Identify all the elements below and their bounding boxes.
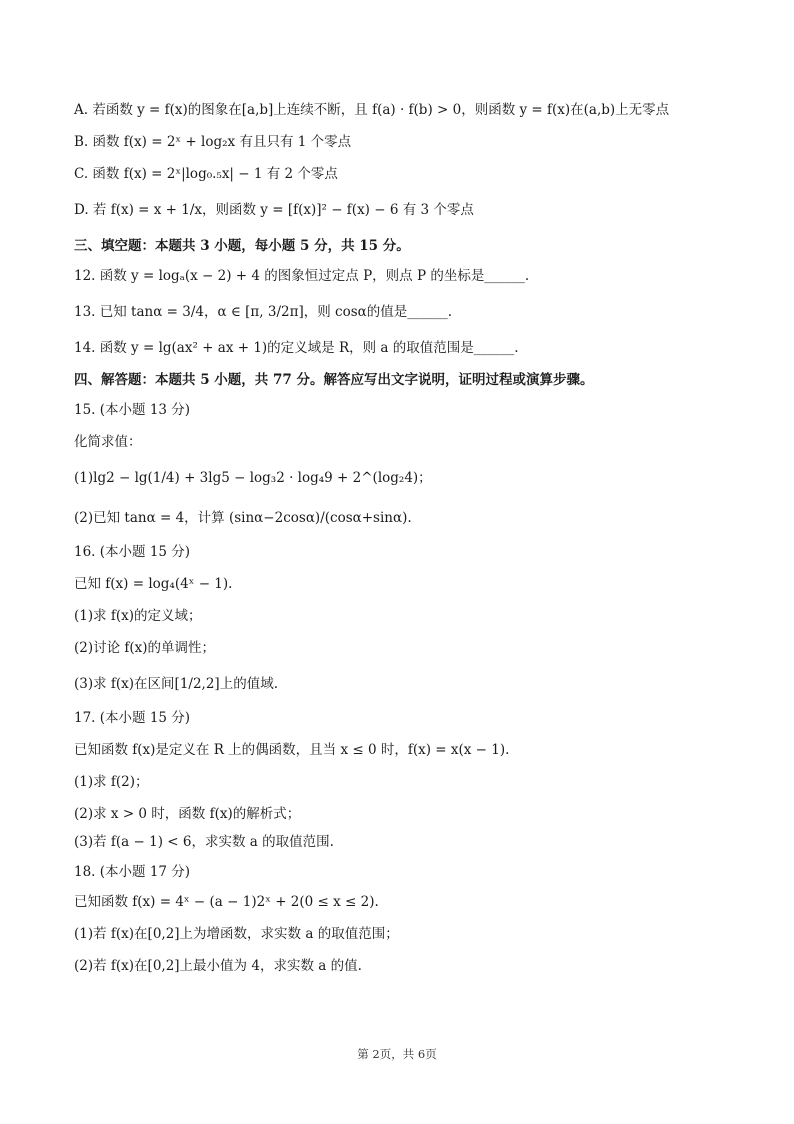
question-15-prompt: 化简求值：	[74, 434, 142, 450]
question-18-part-1: (1)若 f(x)在[0,2]上为增函数，求实数 a 的取值范围；	[74, 926, 399, 942]
question-14: 14. 函数 y = lg(ax² + ax + 1)的定义域是 R，则 a 的取值范围是______.	[74, 340, 519, 356]
question-12: 12. 函数 y = logₐ(x − 2) + 4 的图象恒过定点 P，则点 P 的坐标是______.	[74, 268, 530, 284]
question-15-header: 15. (本小题 13 分)	[74, 402, 191, 418]
question-18-part-2: (2)若 f(x)在[0,2]上最小值为 4，求实数 a 的值.	[74, 958, 362, 974]
question-18-statement: 已知函数 f(x) = 4ˣ − (a − 1)2ˣ + 2(0 ≤ x ≤ 2).	[74, 894, 379, 910]
question-18-header: 18. (本小题 17 分)	[74, 864, 191, 880]
question-13: 13. 已知 tanα = 3/4，α ∈ [π, 3/2π]，则 cosα的值是______.	[74, 304, 453, 320]
question-16-part-3: (3)求 f(x)在区间[1/2,2]上的值域.	[74, 676, 278, 692]
section-heading-solutions: 四、解答题：本题共 5 小题，共 77 分。解答应写出文字说明，证明过程或演算步骤。	[74, 372, 594, 388]
option-a: A. 若函数 y = f(x)的图象在[a,b]上连续不断，且 f(a) · f(b) > 0，则函数 y = f(x)在(a,b)上无零点	[74, 102, 670, 118]
section-heading-fill-blank: 三、填空题：本题共 3 小题，每小题 5 分，共 15 分。	[74, 238, 410, 254]
question-17-part-1: (1)求 f(2)；	[74, 774, 149, 790]
option-b: B. 函数 f(x) = 2ˣ + log₂x 有且只有 1 个零点	[74, 134, 352, 150]
question-17-part-2: (2)求 x > 0 时，函数 f(x)的解析式；	[74, 806, 301, 822]
question-16-part-1: (1)求 f(x)的定义域；	[74, 608, 202, 624]
question-17-header: 17. (本小题 15 分)	[74, 710, 191, 726]
question-16-statement: 已知 f(x) = log₄(4ˣ − 1).	[74, 576, 233, 592]
question-15-part-2: (2)已知 tanα = 4，计算 (sinα−2cosα)/(cosα+sinα).	[74, 510, 412, 526]
question-16-part-2: (2)讨论 f(x)的单调性；	[74, 640, 216, 656]
question-17-part-3: (3)若 f(a − 1) < 6，求实数 a 的取值范围.	[74, 834, 334, 850]
page-footer: 第 2页，共 6页	[357, 1047, 437, 1061]
option-c: C. 函数 f(x) = 2ˣ|log₀.₅x| − 1 有 2 个零点	[74, 166, 338, 182]
option-d: D. 若 f(x) = x + 1/x，则函数 y = [f(x)]² − f(x) − 6 有 3 个零点	[74, 202, 474, 218]
question-17-statement: 已知函数 f(x)是定义在 R 上的偶函数，且当 x ≤ 0 时，f(x) = x(x − 1).	[74, 742, 510, 758]
question-15-part-1: (1)lg2 − lg(1/4) + 3lg5 − log₃2 · log₄9 + 2^(log₂4)；	[74, 470, 432, 486]
question-16-header: 16. (本小题 15 分)	[74, 544, 191, 560]
